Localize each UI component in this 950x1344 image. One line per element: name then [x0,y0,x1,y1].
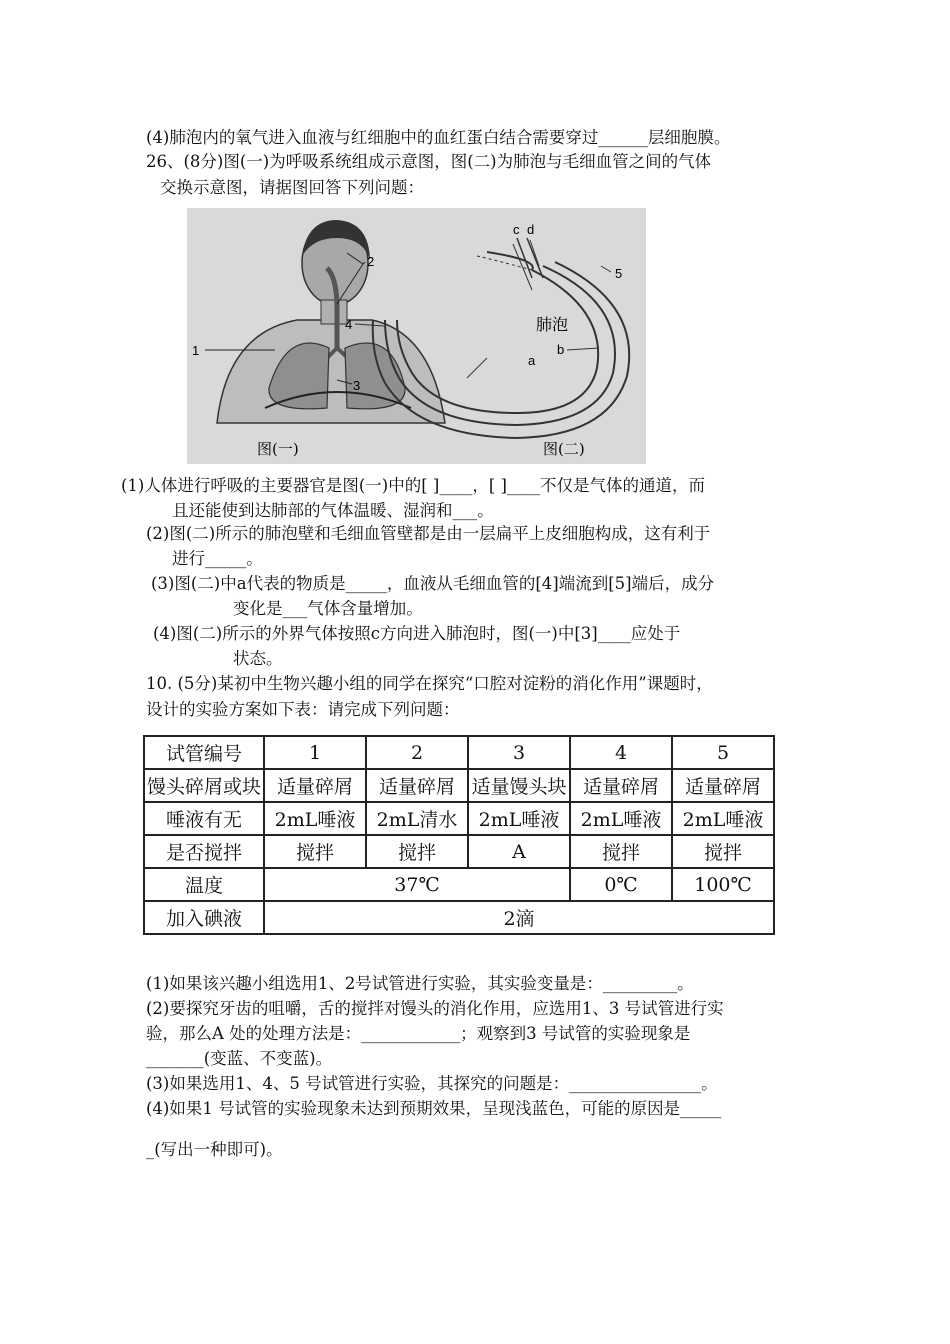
table-cell: 0℃ [570,868,672,901]
q10-sub2-line1: (2)要探究牙齿的咀嚼，舌的搅拌对馒头的消化作用，应选用1、3 号试管进行实 [146,999,724,1018]
q10-sub4-line1: (4)如果1 号试管的实验现象未达到预期效果，呈现浅蓝色，可能的原因是_____ [146,1099,722,1118]
q10-sub2-line2: 验，那么A 处的处理方法是：____________；观察到3 号试管的实验现象是 [146,1024,691,1043]
table-cell: 搅拌 [366,835,468,868]
table-cell: 100℃ [672,868,774,901]
q10-sub1: (1)如果该兴趣小组选用1、2号试管进行实验，其实验变量是：_________。 [146,974,694,993]
tube-number: 3 [468,736,570,769]
q10-sub3: (3)如果选用1、4、5 号试管进行实验，其探究的问题是：________________。 [146,1074,718,1093]
table-cell: 适量碎屑 [366,769,468,802]
label-a: a [528,353,536,368]
table-cell: 适量碎屑 [672,769,774,802]
table-row [144,868,774,901]
figure-1-caption: 图(一) [257,440,299,458]
label-b: b [557,342,565,357]
table-cell: 搅拌 [570,835,672,868]
experiment-table [143,735,775,935]
label-5: 5 [615,266,623,281]
q10-sub4-line2: _(写出一种即可)。 [146,1140,283,1159]
respiratory-figure [187,208,646,464]
label-3: 3 [353,378,361,393]
table-row [144,901,774,934]
table-cell: 适量碎屑 [264,769,366,802]
figure-2-caption: 图(二) [543,440,585,458]
q10-title-line1: 10. (5分)某初中生物兴趣小组的同学在探究“口腔对淀粉的消化作用”课题时， [146,674,713,693]
q26-part4-line1: (4)图(二)所示的外界气体按照c方向进入肺泡时，图(一)中[3]____应处于 [153,624,681,643]
row-header: 唾液有无 [144,802,264,835]
table-cell: 搅拌 [264,835,366,868]
q26-part2-line2: 进行_____。 [172,549,263,568]
table-cell: 搅拌 [672,835,774,868]
q26-part1-line2: 且还能使到达肺部的气体温暖、湿润和___。 [172,501,494,520]
label-1: 1 [192,343,200,358]
table-row [144,835,774,868]
alveolus-label: 肺泡 [536,315,569,334]
table-row [144,736,774,769]
table-row [144,802,774,835]
respiratory-figure-svg [187,208,646,464]
q26-part1-line1: (1)人体进行呼吸的主要器官是图(一)中的[ ]____，[ ]____不仅是气体的通道，而 [121,476,705,495]
q26-part3-line2: 变化是___气体含量增加。 [233,599,423,618]
q26-part4-line2: 状态。 [233,649,283,668]
table-cell: 2mL唾液 [672,802,774,835]
row-header: 是否搅拌 [144,835,264,868]
q26-part2-line1: (2)图(二)所示的肺泡壁和毛细血管壁都是由一层扁平上皮细胞构成，这有利于 [146,524,711,543]
label-d: d [527,222,535,237]
tube-number: 5 [672,736,774,769]
table-cell: 适量碎屑 [570,769,672,802]
q26-title-line1: 26、(8分)图(一)为呼吸系统组成示意图，图(二)为肺泡与毛细血管之间的气体 [146,152,712,171]
row-header: 馒头碎屑或块 [144,769,264,802]
table-cell: 2mL唾液 [264,802,366,835]
table-cell: 适量馒头块 [468,769,570,802]
q10-sub2-line3: _______(变蓝、不变蓝)。 [146,1049,333,1068]
table-cell: 2mL唾液 [468,802,570,835]
row-header: 温度 [144,868,264,901]
row-header: 试管编号 [144,736,264,769]
tube-number: 2 [366,736,468,769]
label-2: 2 [367,254,375,269]
table-cell: 2滴 [264,901,774,934]
label-c: c [513,222,520,237]
q26-part3-line1: (3)图(二)中a代表的物质是_____，血液从毛细血管的[4]端流到[5]端后，成分 [151,574,715,593]
tube-number: 1 [264,736,366,769]
question-4-prev: (4)肺泡内的氧气进入血液与红细胞中的血红蛋白结合需要穿过______层细胞膜。 [146,128,731,147]
table-cell: 2mL唾液 [570,802,672,835]
table-row [144,769,774,802]
q26-title-line2: 交换示意图，请据图回答下列问题： [160,178,424,197]
q10-title-line2: 设计的实验方案如下表：请完成下列问题： [146,700,460,719]
figure-1-torso [205,220,445,423]
label-4: 4 [345,317,353,332]
tube-number: 4 [570,736,672,769]
table-cell: A [468,835,570,868]
table-cell: 37℃ [264,868,570,901]
row-header: 加入碘液 [144,901,264,934]
table-cell: 2mL清水 [366,802,468,835]
